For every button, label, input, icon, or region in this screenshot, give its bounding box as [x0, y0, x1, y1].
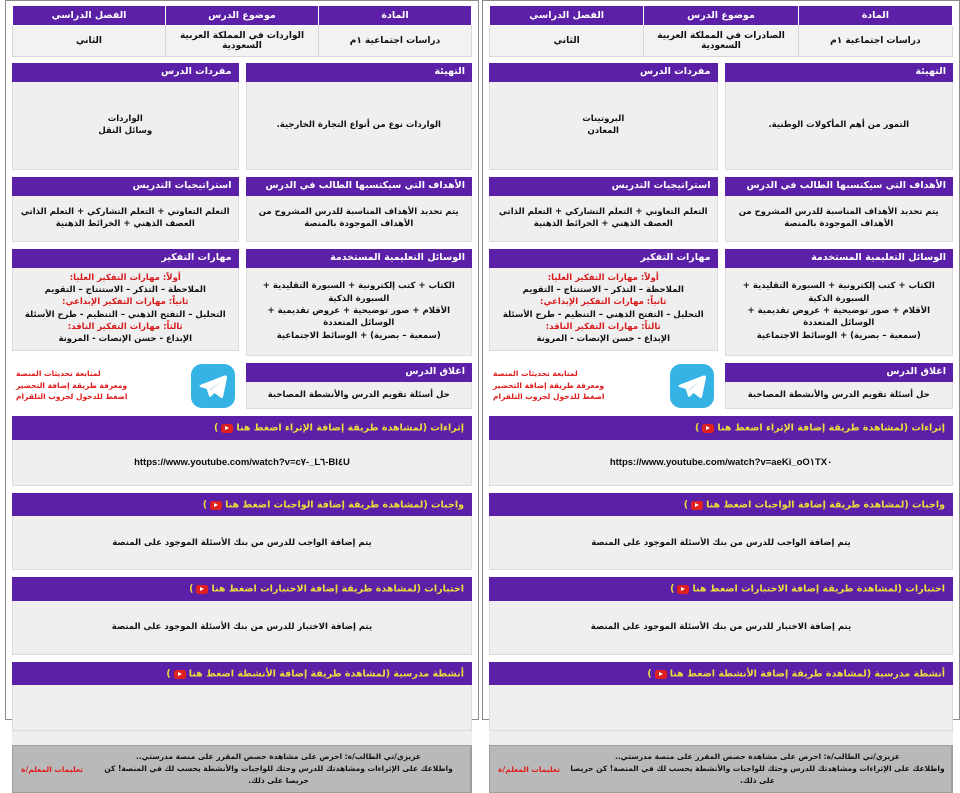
- thinking-label-3: ثالثاً: مهارات التفكير الناقد:: [67, 322, 183, 333]
- column-secondary-right-page: [12, 63, 239, 416]
- section-homework-header[interactable]: [489, 493, 953, 517]
- section-tests-left: [489, 577, 953, 655]
- info-col-subject: المادة: [319, 6, 472, 26]
- card-strategies-body: [12, 196, 239, 242]
- thinking-label-1: أولاً: مهارات التفكير العليا:: [69, 272, 181, 283]
- section-activities-header[interactable]: [489, 662, 953, 686]
- youtube-icon[interactable]: [655, 670, 667, 679]
- lesson-info-table-right: [12, 5, 472, 57]
- card-vocabulary-body: [12, 82, 239, 170]
- card-closing-body: حل أسئلة تقويم الدرس والأنشطة المصاحبة: [246, 382, 473, 409]
- thinking-label-3: ثالثاً: مهارات التفكير الناقد:: [545, 322, 661, 333]
- section-enrichment-left: [489, 416, 953, 486]
- youtube-icon[interactable]: [221, 424, 233, 433]
- telegram-line-3: اضغط للدخول لجروب التلقرام: [16, 392, 128, 402]
- media-line-3: (سمعية – بصرية) + الوسائط الاجتماعية: [276, 330, 441, 341]
- card-warmup-body: الواردات نوع من أنواع التجارة الخارجية.: [246, 82, 473, 170]
- card-vocabulary-body: [489, 82, 718, 170]
- lesson-columns-right: [12, 63, 472, 416]
- enrichment-url[interactable]: https://www.youtube.com/watch?v=aeKi_oO١TX٠: [609, 456, 833, 468]
- telegram-icon[interactable]: [191, 364, 235, 408]
- card-strategies: [489, 177, 718, 242]
- section-activities-left: [489, 662, 953, 746]
- section-activities-title: أنشطة مدرسية (لمشاهدة طريقة إضافة الأنشطة اضغط هنا: [669, 668, 945, 680]
- info-val-topic: الصادرات في المملكة العربية السعودية: [644, 26, 798, 57]
- section-enrichment-paren: ): [214, 422, 219, 434]
- activities-clipped-text: [12, 731, 472, 745]
- youtube-icon[interactable]: [677, 585, 689, 594]
- thinking-value-2: التحليل – التفتح الذهني – التنظيم - طرح الأسئلة: [502, 309, 704, 320]
- section-tests-header[interactable]: [12, 577, 472, 601]
- section-enrichment-title: إثراءات (لمشاهدة طريقة إضافة الإثراء اضغط هنا: [717, 422, 945, 434]
- lesson-info-table-left: [489, 5, 953, 57]
- section-homework-paren: ): [683, 498, 689, 510]
- card-objectives-body: يتم تحديد الأهداف المناسبة للدرس المشروح من الأهداف الموجودة بالمنصة: [246, 196, 473, 242]
- youtube-icon[interactable]: [196, 585, 208, 594]
- section-homework-left: [489, 493, 953, 571]
- section-enrichment-right: [12, 416, 472, 486]
- card-warmup-title: التهيئة: [246, 63, 473, 82]
- section-homework-paren: ): [202, 498, 208, 510]
- media-line-3: (سمعية – بصرية) + الوسائط الاجتماعية: [756, 330, 921, 341]
- info-header-row: [13, 6, 472, 26]
- thinking-label-1: أولاً: مهارات التفكير العليا:: [547, 272, 659, 283]
- section-tests-right: [12, 577, 472, 655]
- card-vocabulary-title: مفردات الدرس: [12, 63, 239, 82]
- youtube-icon[interactable]: [691, 501, 703, 510]
- media-line-1: الكتاب + كتب إلكترونية + السبورة التقليدية + السبورة الذكية: [742, 281, 935, 304]
- telegram-line-2: ومعرفة طريقة إضافة التحضير: [493, 380, 605, 390]
- card-warmup-body: التمور من أهم المأكولات الوطنية.: [725, 82, 954, 170]
- thinking-value-3: الإبداع - حسن الإنصات - المرونة: [58, 334, 193, 345]
- section-homework-body: يتم إضافة الواجب للدرس من بنك الأسئلة الموجود على المنصة: [489, 516, 953, 570]
- info-value-row: [490, 26, 953, 57]
- info-col-topic: موضوع الدرس: [644, 6, 798, 26]
- activities-clipped-text: [489, 731, 953, 745]
- media-line-2: الأقلام + صور توضيحية + عروض تقديمية + الوسائل المتعددة: [747, 306, 930, 329]
- card-strategies: [12, 177, 239, 242]
- card-vocabulary-title: مفردات الدرس: [489, 63, 718, 82]
- vocab-item-2: وسائل النقل: [98, 126, 153, 137]
- teacher-note-text: [91, 746, 471, 792]
- thinking-value-2: التحليل – التفتح الذهني – التنظيم - طرح الأسئلة: [24, 309, 226, 320]
- section-homework-title: واجبات (لمشاهدة طريقة إضافة الواجبات اضغط هنا: [706, 498, 945, 510]
- vocab-item-1: البروتينات: [582, 114, 625, 125]
- card-thinking-skills: [489, 249, 718, 351]
- section-activities-right: [12, 662, 472, 746]
- teacher-note-line-2: واطلاعك على الإثراءات ومشاهدتك للدرس وحثك للواجبات والأنشطة يحسب لك في المنصة! كن حريصا على ذلك.: [104, 764, 453, 786]
- card-strategies-title: استراتيجيات التدريس: [489, 177, 718, 196]
- card-media-title: الوسائل التعليمية المستخدمة: [725, 249, 954, 268]
- info-val-term: الثاني: [13, 26, 166, 57]
- section-tests-body: يتم إضافة الاختبار للدرس من بنك الأسئلة الموجود على المنصة: [12, 601, 472, 655]
- section-activities-title: أنشطة مدرسية (لمشاهدة طريقة إضافة الأنشطة اضغط هنا: [188, 668, 464, 680]
- lesson-page-right: [5, 0, 479, 786]
- info-val-topic: الواردات في المملكة العربية السعودية: [166, 26, 319, 57]
- vocab-item-1: الواردات: [107, 114, 143, 125]
- telegram-line-1: لمتابعة تحديثات المنصة: [16, 369, 101, 379]
- section-homework-title: واجبات (لمشاهدة طريقة إضافة الواجبات اضغط هنا: [225, 498, 464, 510]
- section-enrichment-paren: ): [695, 422, 700, 434]
- youtube-icon[interactable]: [702, 424, 714, 433]
- section-homework-header[interactable]: [12, 493, 472, 517]
- section-activities-header[interactable]: [12, 662, 472, 686]
- card-vocabulary: [12, 63, 239, 170]
- youtube-icon[interactable]: [174, 670, 186, 679]
- card-thinking-skills-body: [12, 268, 239, 351]
- card-thinking-skills-title: مهارات التفكير: [489, 249, 718, 268]
- card-warmup: [725, 63, 954, 170]
- lesson-columns-left: [489, 63, 953, 416]
- card-thinking-skills: [12, 249, 239, 351]
- telegram-promo-text: [16, 368, 183, 403]
- teacher-note-right: [12, 745, 472, 793]
- section-activities-body: [12, 685, 472, 731]
- section-tests-paren: ): [189, 583, 194, 595]
- teacher-note-line-1: عزيزي/تي الطالب/ة: احرص على مشاهدة حصص المقرر على منصة مدرستي..: [614, 752, 901, 762]
- section-enrichment-header[interactable]: [12, 416, 472, 440]
- card-closing-body: حل أسئلة تقويم الدرس والأنشطة المصاحبة: [725, 382, 954, 409]
- teacher-note-line-2: واطلاعك على الإثراءات ومشاهدتك للدرس وحثك للواجبات والأنشطة يحسب لك في المنصة! كن حريصا على ذلك.: [570, 764, 945, 786]
- card-objectives-title: الأهداف التي سيكتسبها الطالب في الدرس: [725, 177, 954, 196]
- card-vocabulary: [489, 63, 718, 170]
- card-closing: [246, 363, 473, 409]
- card-closing-title: اغلاق الدرس: [246, 363, 473, 382]
- media-line-2: الأقلام + صور توضيحية + عروض تقديمية + الوسائل المتعددة: [267, 306, 450, 329]
- card-warmup: [246, 63, 473, 170]
- telegram-line-3: اضغط للدخول لجروب التلقرام: [493, 392, 605, 402]
- card-strategies-title: استراتيجيات التدريس: [12, 177, 239, 196]
- info-value-row: [13, 26, 472, 57]
- info-header-row: [490, 6, 953, 26]
- section-enrichment-body: [12, 440, 472, 486]
- card-thinking-skills-body: [489, 268, 718, 351]
- card-objectives-title: الأهداف التي سيكتسبها الطالب في الدرس: [246, 177, 473, 196]
- telegram-line-1: لمتابعة تحديثات المنصة: [493, 369, 578, 379]
- telegram-promo-left[interactable]: [489, 358, 718, 416]
- telegram-icon[interactable]: [670, 364, 714, 408]
- card-closing: [725, 363, 954, 409]
- section-tests-header[interactable]: [489, 577, 953, 601]
- teacher-note-line-1: عزيزي/تي الطالب/ة: احرص على مشاهدة حصص المقرر على منصة مدرستي..: [135, 752, 422, 762]
- section-activities-paren: ): [166, 668, 171, 680]
- section-tests-title: اختبارات (لمشاهدة طريقة إضافة الاختبارات اضغط هنا: [692, 583, 945, 595]
- teacher-note-left: [489, 745, 953, 793]
- info-val-term: الثاني: [490, 26, 644, 57]
- info-col-term: الفصل الدراسي: [490, 6, 644, 26]
- enrichment-url[interactable]: https://www.youtube.com/watch?v=c٧-_L٦-BI٤U: [134, 456, 350, 468]
- thinking-label-2: ثانياً: مهارات التفكير الإبداعي:: [62, 297, 189, 308]
- youtube-icon[interactable]: [210, 501, 222, 510]
- card-media-title: الوسائل التعليمية المستخدمة: [246, 249, 473, 268]
- card-media-body: [246, 268, 473, 356]
- vocab-item-2: المعادن: [587, 126, 619, 137]
- card-strategies-body: [489, 196, 718, 242]
- thinking-value-1: الملاحظة – التذكر – الاستنتاج – التقويم: [522, 285, 684, 296]
- section-enrichment-body: [489, 440, 953, 486]
- section-tests-title: اختبارات (لمشاهدة طريقة إضافة الاختبارات اضغط هنا: [211, 583, 464, 595]
- card-objectives-body: يتم تحديد الأهداف المناسبة للدرس المشروح من الأهداف الموجودة بالمنصة: [725, 196, 954, 242]
- card-media: [246, 249, 473, 356]
- card-media-body: [725, 268, 954, 356]
- info-col-subject: المادة: [798, 6, 952, 26]
- teacher-note-label: تعليمات المعلم/ة: [21, 764, 83, 774]
- section-tests-paren: ): [670, 583, 675, 595]
- card-closing-title: اغلاق الدرس: [725, 363, 954, 382]
- card-warmup-title: التهيئة: [725, 63, 954, 82]
- strategies-line-2: العصف الذهني + الخرائط الذهنية: [55, 219, 195, 230]
- section-activities-paren: ): [647, 668, 652, 680]
- teacher-note-label: تعليمات المعلم/ة: [498, 764, 560, 774]
- thinking-label-2: ثانياً: مهارات التفكير الإبداعي:: [540, 297, 667, 308]
- section-homework-right: [12, 493, 472, 571]
- info-val-subject: دراسات اجتماعية ١م: [798, 26, 952, 57]
- teacher-note-text: [568, 746, 952, 792]
- strategies-line-1: التعلم التعاوني + التعلم التشاركي + التعلم الذاتي: [498, 207, 708, 218]
- thinking-value-1: الملاحظة – التذكر – الاستنتاج – التقويم: [44, 285, 206, 296]
- info-col-topic: موضوع الدرس: [166, 6, 319, 26]
- media-line-1: الكتاب + كتب إلكترونية + السبورة التقليدية + السبورة الذكية: [262, 281, 455, 304]
- telegram-promo-text: [493, 368, 662, 403]
- info-col-term: الفصل الدراسي: [13, 6, 166, 26]
- section-enrichment-title: إثراءات (لمشاهدة طريقة إضافة الإثراء اضغط هنا: [236, 422, 464, 434]
- section-enrichment-header[interactable]: [489, 416, 953, 440]
- section-activities-body: [489, 685, 953, 731]
- card-thinking-skills-title: مهارات التفكير: [12, 249, 239, 268]
- card-objectives: [246, 177, 473, 242]
- column-primary-left-page: [725, 63, 954, 416]
- telegram-promo-right[interactable]: [12, 358, 239, 416]
- section-homework-body: يتم إضافة الواجب للدرس من بنك الأسئلة الموجود على المنصة: [12, 516, 472, 570]
- lesson-page-left: [482, 0, 960, 786]
- column-primary-right-page: [246, 63, 473, 416]
- strategies-line-2: العصف الذهني + الخرائط الذهنية: [533, 219, 673, 230]
- column-secondary-left-page: [489, 63, 718, 416]
- strategies-line-1: التعلم التعاوني + التعلم التشاركي + التعلم الذاتي: [20, 207, 230, 218]
- card-objectives: [725, 177, 954, 242]
- card-media: [725, 249, 954, 356]
- telegram-line-2: ومعرفة طريقة إضافة التحضير: [16, 380, 128, 390]
- thinking-value-3: الإبداع - حسن الإنصات - المرونة: [536, 334, 671, 345]
- section-tests-body: يتم إضافة الاختبار للدرس من بنك الأسئلة الموجود على المنصة: [489, 601, 953, 655]
- info-val-subject: دراسات اجتماعية ١م: [319, 26, 472, 57]
